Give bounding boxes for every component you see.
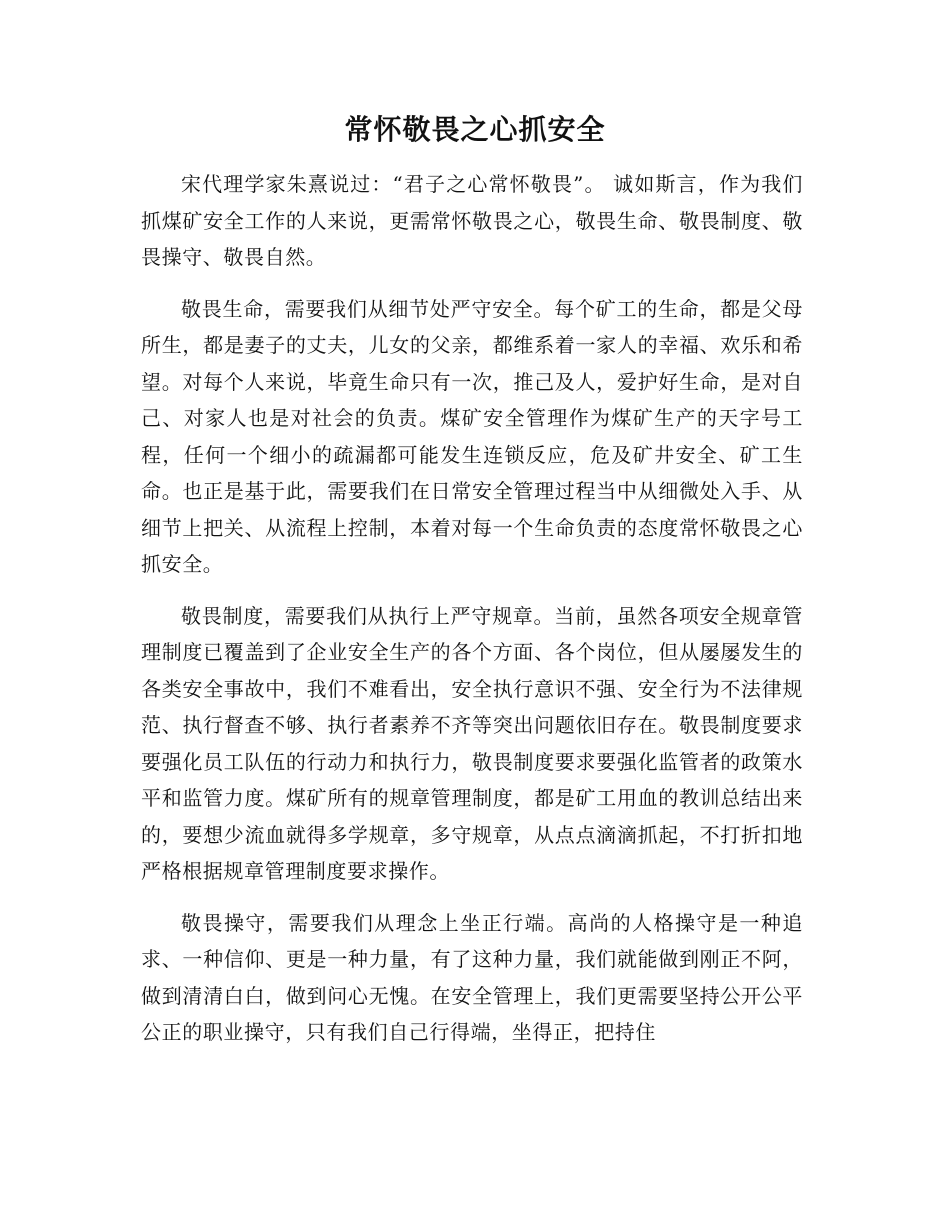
document-title: 常怀敬畏之心抓安全 — [344, 113, 606, 146]
paragraph-2: 敬畏生命，需要我们从细节处严守安全。每个矿工的生命，都是父母所生，都是妻子的丈夫，儿女的父亲，都维系着一家人的幸福、欢乐和希望。对每个人来说，毕竟生命只有一次，推己及人，爱护好生命，是对自己、对家人也是对社会的负责。煤矿安全管理作为煤矿生产的天字号工程，任何一个细小的疏漏都可能发生连锁反应，危及矿井安全、矿工生命。也正是基于此，需要我们在日常安全管理过程当中从细微处入手、从细节上把关、从流程上控制，本着对每一个生命负责的态度常怀敬畏之心抓安全。 — [141, 296, 803, 576]
paragraph-4: 敬畏操守，需要我们从理念上坐正行端。高尚的人格操守是一种追求、一种信仰、更是一种力量，有了这种力量，我们就能做到刚正不阿，做到清清白白，做到问心无愧。在安全管理上，我们更需要坚持公开公平公正的职业操守，只有我们自己行得端，坐得正，把持住 — [141, 910, 803, 1044]
document-body — [141, 166, 803, 1066]
paragraph-1: 宋代理学家朱熹说过：“君子之心常怀敬畏”。 诚如斯言，作为我们抓煤矿安全工作的人来说，更需常怀敬畏之心，敬畏生命、敬畏制度、敬畏操守、敬畏自然。 — [141, 172, 803, 269]
paragraph-3: 敬畏制度，需要我们从执行上严守规章。当前，虽然各项安全规章管理制度已覆盖到了企业安全生产的各个方面、各个岗位，但从屡屡发生的各类安全事故中，我们不难看出，安全执行意识不强、安全行为不法律规范、执行督查不够、执行者素养不齐等突出问题依旧存在。敬畏制度要求要强化员工队伍的行动力和执行力，敬畏制度要求要强化监管者的政策水平和监管力度。煤矿所有的规章管理制度，都是矿工用血的教训总结出来的，要想少流血就得多学规章，多守规章，从点点滴滴抓起，不打折扣地严格根据规章管理制度要求操作。 — [141, 603, 803, 883]
